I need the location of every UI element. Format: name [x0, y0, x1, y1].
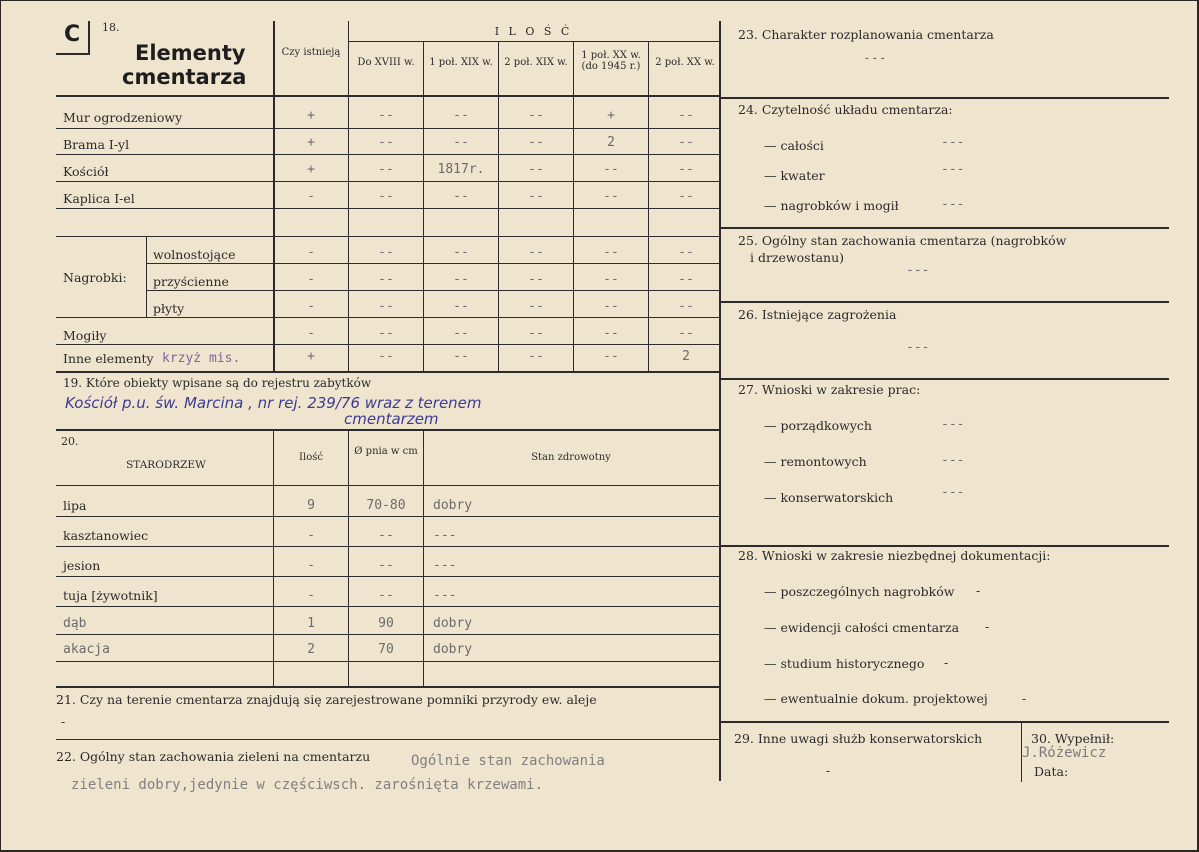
q28-item: — studium historycznego [764, 656, 925, 671]
col-divider-exists [348, 21, 349, 371]
row-line [56, 317, 719, 318]
q29-answer: - [826, 763, 831, 778]
row-line [146, 290, 719, 291]
element-period-cell: -- [453, 326, 469, 341]
row-line [56, 181, 719, 182]
tree-health: dobry [433, 498, 473, 513]
element-exists-cell: + [307, 349, 315, 364]
period-header: 1 poł. XIX w. [429, 57, 493, 68]
q29-label: 29. Inne uwagi służb konserwatorskich [734, 731, 983, 746]
section-title-line1: Elementy [135, 41, 246, 65]
col-divider-label [273, 21, 275, 371]
element-period-cell: -- [528, 349, 544, 364]
tree-row-line [56, 606, 719, 607]
q24-item: — kwater [764, 168, 825, 183]
element-period-cell: -- [453, 108, 469, 123]
tree-count: 9 [307, 498, 315, 513]
q25-answer: --- [906, 263, 930, 278]
element-period-cell: -- [528, 299, 544, 314]
col-divider-p2 [498, 41, 499, 371]
element-period-cell: 2 [607, 135, 615, 150]
q20-number: 20. [61, 435, 79, 448]
tree-count: - [307, 528, 315, 543]
q22-answer-line2: zieleni dobry,jedynie w częściwsch. zarośnięta krzewami. [71, 777, 544, 793]
col-divider-nagrobki [146, 237, 147, 317]
tree-name: jesion [63, 558, 101, 573]
element-row-label: płyty [153, 301, 185, 316]
q24-label: 24. Czytelność układu cmentarza: [738, 102, 953, 117]
element-period-cell: -- [528, 245, 544, 260]
q28-answer: - [1022, 691, 1027, 706]
rule-q19-bottom [56, 429, 719, 431]
element-period-cell: -- [453, 299, 469, 314]
tree-health: --- [433, 558, 457, 573]
element-exists-cell: - [307, 326, 315, 341]
section-number: 18. [102, 21, 120, 34]
tree-row-line [56, 516, 719, 517]
row-line [56, 154, 719, 155]
element-period-cell: -- [678, 162, 694, 177]
element-period-cell: + [607, 108, 615, 123]
element-row-label: Inne elementy [63, 351, 154, 366]
element-period-cell: -- [603, 299, 619, 314]
q24-item: — nagrobków i mogił [764, 198, 899, 213]
q19-label: 19. Które obiekty wpisane są do rejestru zabytków [63, 376, 372, 390]
element-period-cell: -- [378, 299, 394, 314]
trees-header-count: Ilość [299, 452, 323, 463]
trees-header-health: Stan zdrowotny [531, 452, 611, 463]
element-period-cell: -- [603, 245, 619, 260]
q25-label-line1: 25. Ogólny stan zachowania cmentarza (nagrobków [738, 233, 1067, 248]
tree-health: dobry [433, 616, 473, 631]
q30-value: J.Różewicz [1022, 745, 1107, 761]
q27-answer: --- [941, 453, 965, 468]
tree-health: --- [433, 588, 457, 603]
row-line [56, 236, 719, 237]
trees-col-diameter [423, 431, 424, 686]
col-divider-p1 [423, 41, 424, 371]
rule-q28 [719, 721, 1169, 723]
q23-answer: --- [863, 51, 887, 66]
q19-answer-line2: cmentarzem [344, 410, 439, 428]
rule-q26 [719, 378, 1169, 380]
rule-q21-bottom [56, 739, 719, 740]
tree-diameter: -- [378, 528, 394, 543]
tree-count: 2 [307, 642, 315, 657]
element-exists-cell: - [307, 189, 315, 204]
element-row-label: wolnostojące [153, 247, 236, 262]
trees-col-count [348, 431, 349, 686]
q21-label: 21. Czy na terenie cmentarza znajdują się zarejestrowane pomniki przyrody ew. aleje [56, 692, 597, 707]
element-period-cell: -- [528, 108, 544, 123]
tree-row-line [56, 546, 719, 547]
tree-name: lipa [63, 498, 87, 513]
q28-answer: - [944, 655, 949, 670]
element-period-cell: -- [603, 326, 619, 341]
element-row-label: Mur ogrodzeniowy [63, 110, 183, 125]
rule-ilosc [348, 41, 719, 42]
q28-label: 28. Wnioski w zakresie niezbędnej dokumentacji: [738, 548, 1051, 563]
col-divider-p3 [573, 41, 574, 371]
section-letter: C [64, 22, 81, 47]
q26-label: 26. Istniejące zagrożenia [738, 307, 897, 322]
element-row-label: Brama I-yl [63, 137, 130, 152]
element-period-cell: 2 [682, 349, 690, 364]
period-header: Do XVIII w. [357, 57, 415, 68]
tree-name: akacja [63, 642, 110, 657]
tree-diameter: -- [378, 588, 394, 603]
element-row-label: Kościół [63, 164, 109, 179]
element-period-cell: -- [678, 326, 694, 341]
q28-item: — poszczególnych nagrobków [764, 584, 955, 599]
rule-trees-head [56, 485, 719, 486]
q28-answer: - [985, 619, 990, 634]
ilosc-header: I L O Ś Ć [494, 25, 573, 38]
rule-q23 [719, 97, 1169, 99]
q22-label: 22. Ogólny stan zachowania zieleni na cmentarzu [56, 749, 371, 764]
element-period-cell: -- [603, 349, 619, 364]
row-line [146, 263, 719, 264]
element-period-cell: -- [378, 349, 394, 364]
survey-form-card [1, 1, 1197, 850]
tree-count: - [307, 558, 315, 573]
element-exists-cell: - [307, 272, 315, 287]
element-period-cell: 1817r. [437, 162, 485, 177]
q30-label: 30. Wypełnił: [1031, 731, 1115, 746]
tree-health: dobry [433, 642, 473, 657]
tree-name: kasztanowiec [63, 528, 149, 543]
q28-item: — ewentualnie dokum. projektowej [764, 691, 988, 706]
element-period-cell: -- [378, 326, 394, 341]
q24-item: — całości [764, 138, 824, 153]
q30-date-label: Data: [1034, 764, 1069, 779]
tree-health: --- [433, 528, 457, 543]
nagrobki-label: Nagrobki: [63, 270, 127, 285]
trees-header-diameter: Ø pnia w cm [354, 446, 418, 457]
tree-diameter: 90 [378, 616, 394, 631]
q27-label: 27. Wnioski w zakresie prac: [738, 382, 921, 397]
element-period-cell: -- [528, 272, 544, 287]
col-exists-header: Czy istnieją [281, 47, 341, 58]
rule-q25 [719, 301, 1169, 303]
q24-answer: --- [941, 197, 965, 212]
trees-col-name [273, 431, 274, 686]
q25-label-line2: i drzewostanu) [750, 250, 845, 265]
q21-answer: - [61, 714, 66, 729]
q22-answer-line1: Ogólnie stan zachowania [411, 753, 605, 769]
row-line [56, 208, 719, 209]
element-period-cell: -- [378, 162, 394, 177]
element-period-cell: -- [378, 272, 394, 287]
section-title-line2: cmentarza [122, 65, 247, 89]
element-exists-cell: + [307, 162, 315, 177]
rule-c-box [56, 53, 88, 55]
q27-item: — konserwatorskich [764, 490, 894, 505]
tree-count: - [307, 588, 315, 603]
rule-trees-bottom [56, 686, 719, 688]
element-period-cell: -- [453, 189, 469, 204]
element-period-cell: -- [378, 245, 394, 260]
q28-answer: - [976, 583, 981, 598]
tree-diameter: -- [378, 558, 394, 573]
element-period-cell: -- [528, 135, 544, 150]
tree-diameter: 70 [378, 642, 394, 657]
row-line [56, 344, 719, 345]
element-row-label: Kaplica I-el [63, 191, 135, 206]
element-period-cell: -- [678, 189, 694, 204]
rule-q24 [719, 227, 1169, 229]
rule-elements-bottom [56, 371, 719, 373]
element-row-label: Mogiły [63, 328, 107, 343]
q19-answer-line1: Kościół p.u. św. Marcina , nr rej. 239/76 wraz z terenem [65, 394, 482, 412]
tree-name: tuja [żywotnik] [63, 588, 158, 603]
q26-answer: --- [906, 340, 930, 355]
q24-answer: --- [941, 135, 965, 150]
element-period-cell: -- [528, 326, 544, 341]
element-period-cell: -- [678, 135, 694, 150]
col-divider-p4 [648, 41, 649, 371]
q27-item: — porządkowych [764, 418, 872, 433]
element-period-cell: -- [378, 108, 394, 123]
tree-row-line [56, 661, 719, 662]
row-line [56, 128, 719, 129]
inne-elementy-value: krzyż mis. [162, 351, 241, 366]
element-period-cell: -- [453, 272, 469, 287]
tree-row-line [56, 634, 719, 635]
tree-count: 1 [307, 616, 315, 631]
element-period-cell: -- [453, 135, 469, 150]
element-period-cell: -- [378, 189, 394, 204]
q23-label: 23. Charakter rozplanowania cmentarza [738, 27, 994, 42]
rule-c-box-side [88, 21, 90, 55]
period-header: 2 poł. XX w. [655, 57, 715, 68]
rule-q27 [719, 545, 1169, 547]
period-header: 2 poł. XIX w. [504, 57, 568, 68]
element-period-cell: -- [453, 349, 469, 364]
tree-name: dąb [63, 616, 87, 631]
element-row-label: przyścienne [153, 274, 229, 289]
tree-row-line [56, 576, 719, 577]
element-exists-cell: - [307, 299, 315, 314]
q28-item: — ewidencji całości cmentarza [764, 620, 960, 635]
element-period-cell: -- [678, 299, 694, 314]
element-exists-cell: + [307, 135, 315, 150]
q27-answer: --- [941, 417, 965, 432]
element-period-cell: -- [678, 108, 694, 123]
element-period-cell: -- [678, 245, 694, 260]
tree-diameter: 70-80 [366, 498, 406, 513]
period-header: 1 poł. XX w. (do 1945 r.) [581, 50, 641, 72]
element-period-cell: -- [603, 272, 619, 287]
element-exists-cell: + [307, 108, 315, 123]
q27-item: — remontowych [764, 454, 867, 469]
element-period-cell: -- [678, 272, 694, 287]
q27-answer: --- [941, 485, 965, 500]
element-period-cell: -- [528, 189, 544, 204]
element-period-cell: -- [453, 245, 469, 260]
element-exists-cell: - [307, 245, 315, 260]
rule-head [56, 95, 719, 97]
element-period-cell: -- [378, 135, 394, 150]
trees-header-name: STARODRZEW [126, 459, 206, 471]
element-period-cell: -- [603, 162, 619, 177]
q24-answer: --- [941, 162, 965, 177]
element-period-cell: -- [528, 162, 544, 177]
element-period-cell: -- [603, 189, 619, 204]
